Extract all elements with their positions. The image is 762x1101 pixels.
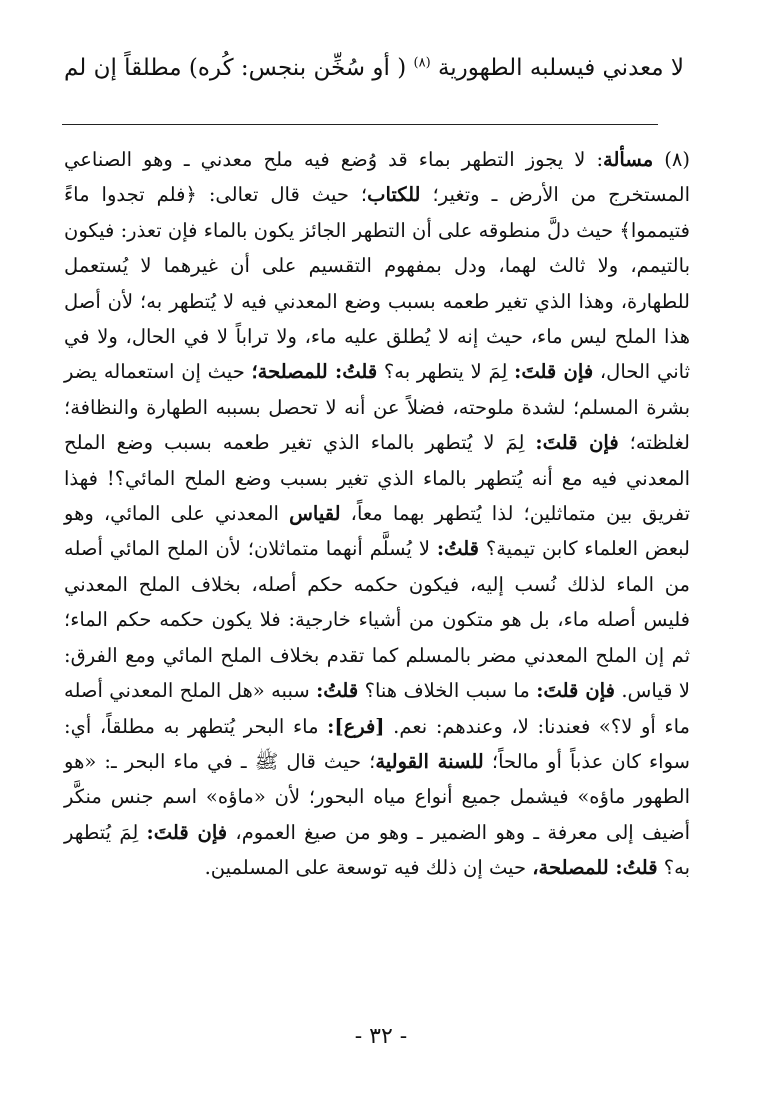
footnote-text: ما سبب الخلاف هنا؟ xyxy=(358,679,537,703)
main-text-start: لا معدني فيسلبه الطهورية xyxy=(437,55,684,81)
footnote-emphasis: قلتُ: للمصلحة، xyxy=(532,856,658,880)
footnote-emphasis: فإن قلتَ: xyxy=(536,679,615,703)
page-number: - ٣٢ - xyxy=(354,1024,408,1049)
footnote-emphasis: قلتُ: xyxy=(436,537,479,561)
footnote-text: لِمَ لا يُتطهر بالماء الذي تغير طعمه بسبب وضع الملح المعدني فيه مع أنه يُتطهر بالماء الذي تغير بسبب وضع الملح المائي؟! فهذا تفريق بين متماثلين؛ لذا يُتطهر بهما معاً، xyxy=(64,431,690,526)
footnote-text: : لا يجوز التطهر بماء قد وُضع فيه ملح معدني ـ وهو الصناعي المستخرج من الأرض ـ وتغير؛ xyxy=(64,148,690,207)
footnote-text: المعدني على المائي، وهو لبعض العلماء كابن تيمية؟ xyxy=(64,502,691,561)
footnote-text: حيث إن استعماله يضر بشرة المسلم؛ لشدة ملوحته، فضلاً عن أنه لا تحصل بسببه الطهارة والنظافة؛ لغلظته؛ xyxy=(64,360,690,455)
footnote-emphasis: قلتُ: للمصلحة؛ xyxy=(251,360,378,384)
footnote-emphasis: فإن قلتَ: xyxy=(146,820,228,844)
footnote-emphasis: لقياس xyxy=(289,502,341,526)
footnote-number: (٨) xyxy=(664,148,690,171)
main-text-line xyxy=(63,52,684,84)
footnote-heading: مسألة xyxy=(603,148,654,171)
footnote-separator xyxy=(62,124,658,125)
footnote-text: سببه «هل الملح المعدني أصله ماء أو لا؟» فعندنا: لا، وعندهم: نعم. xyxy=(64,679,690,738)
footnote-emphasis: فإن قلتَ: xyxy=(535,431,619,455)
footnote-text: ماء البحر يُتطهر به مطلقاً، أي: سواء كان عذباً أو مالحاً؛ xyxy=(64,714,691,773)
footnote-text: ؛ حيث قال تعالى: ﴿فلم تجدوا ماءً فتيمموا﴾ حيث دلَّ منطوقه على أن التطهر الجائز يكون بالماء فإن تعذر: فيكون بالتيمم، ولا ثالث لهما، ودل بمفهوم التقسيم على أن غيرهما لا يُستعمل للطهارة، وهذا الذي تغير طعمه بسبب وضع المعدني فيه لا يُتطهر به؛ لأن أصل هذا الملح ليس ماء، حيث إنه لا يُطلق عليه ماء، ولا تراباً لا في الحال، ولا في ثاني الحال، xyxy=(64,183,690,384)
footnote-reference: (٨) xyxy=(413,55,431,71)
footnote-text: لِمَ يُتطهر به؟ xyxy=(64,820,690,880)
footnote-text: حيث إن ذلك فيه توسعة على المسلمين. xyxy=(204,856,533,880)
main-text-end: ( أو سُخِّن بنجس: كُره) مطلقاً إن لم xyxy=(63,55,407,81)
footnote-text: لا يُسلَّم أنهما متماثلان؛ لأن الملح المائي أصله من الماء لذلك نُسب إليه، فيكون حكمه حكم أصله، بخلاف الملح المعدني فليس أصله ماء، بل هو متكون من أشياء خارجية: فلا يكون حكمه حكم الماء؛ ثم إن الملح المعدني مضر بالمسلم كما تقدم بخلاف الملح المائي ومع الفرق: لا قياس. xyxy=(64,537,690,703)
footnote-emphasis: للسنة القولية xyxy=(375,749,484,773)
footnote-text: ؛ حيث قال ﷺ ـ في ماء البحر ـ: «هو الطهور ماؤه» فيشمل جميع أنواع مياه البحور؛ لأن «ماؤه» اسم جنس منكَّر أضيف إلى معرفة ـ وهو الضمير ـ وهو من صيغ العموم، xyxy=(64,749,690,844)
footnote-emphasis: قلتُ: xyxy=(316,679,359,703)
footnote-emphasis: فإن قلتَ: xyxy=(514,360,594,384)
footnote-paragraph xyxy=(64,142,690,886)
footnote-emphasis: [فرع]: xyxy=(327,714,385,738)
footnote-text: لِمَ لا يتطهر به؟ xyxy=(377,360,515,384)
footnote-emphasis: للكتاب xyxy=(367,183,421,207)
